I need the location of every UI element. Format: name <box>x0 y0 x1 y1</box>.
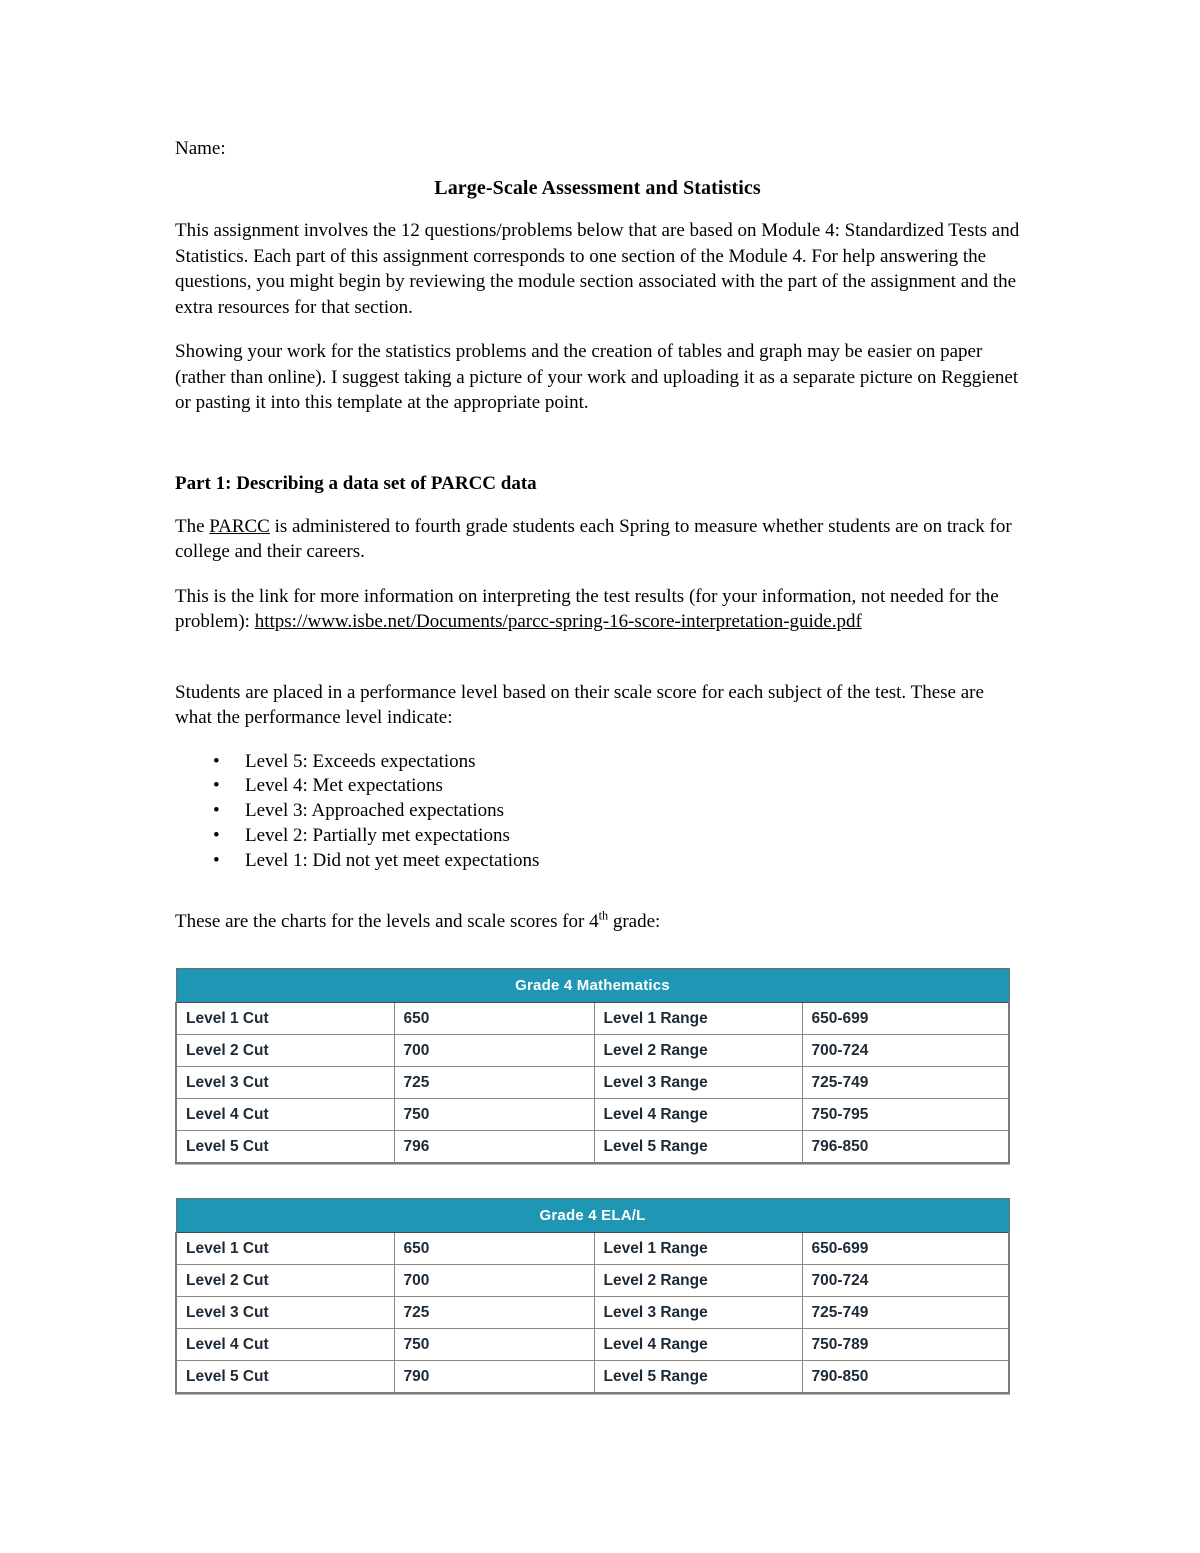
performance-level-paragraph: Students are placed in a performance level based on their scale score for each subject of the test. These are what the performance level indicate: <box>175 681 984 728</box>
range-value-cell: 790-850 <box>802 1360 1009 1393</box>
range-value-cell: 750-789 <box>802 1328 1009 1360</box>
cut-label-cell: Level 2 Cut <box>176 1034 394 1066</box>
charts-intro-prefix: These are the charts for the levels and scale scores for 4 <box>175 911 599 933</box>
cut-label-cell: Level 4 Cut <box>176 1328 394 1360</box>
bullet-icon: • <box>213 849 220 871</box>
range-label-cell: Level 3 Range <box>594 1066 802 1098</box>
cut-label-cell: Level 5 Cut <box>176 1130 394 1163</box>
range-value-cell: 725-749 <box>802 1066 1009 1098</box>
cut-value-cell: 700 <box>394 1264 594 1296</box>
list-item <box>175 849 1020 874</box>
isbe-score-interpretation-guide-link[interactable]: https://www.isbe.net/Documents/parcc-spring-16-score-interpretation-guide.pdf <box>254 611 862 632</box>
section-spacer <box>175 435 1020 471</box>
intro-paragraph-1: This assignment involves the 12 questions/problems below that are based on Module 4: Standardized Tests and Statistics. Each part of this assignment corresponds to one section of the Module 4. For help answering the questions, you might begin by reviewing the module section associated with the part of the assignment and the extra resources for that section. <box>175 220 1020 318</box>
parcc-sentence-suffix: is administered to fourth grade students each Spring to measure whether students are on track for college and their careers. <box>175 515 1012 562</box>
cut-value-cell: 725 <box>394 1296 594 1328</box>
range-value-cell: 650-699 <box>802 1002 1009 1034</box>
range-value-cell: 700-724 <box>802 1034 1009 1066</box>
document-body <box>175 136 1020 1394</box>
table-row <box>176 1130 1009 1163</box>
charts-intro-suffix: grade: <box>608 911 661 933</box>
parcc-description-paragraph <box>175 514 1020 565</box>
range-label-cell: Level 5 Range <box>594 1360 802 1393</box>
ordinal-suffix: th <box>598 909 609 924</box>
page-title: Large-Scale Assessment and Statistics <box>434 177 761 199</box>
range-label-cell: Level 2 Range <box>594 1034 802 1066</box>
range-label-cell: Level 2 Range <box>594 1264 802 1296</box>
part-1-heading: Part 1: Describing a data set of PARCC data <box>175 472 537 494</box>
range-value-cell: 796-850 <box>802 1130 1009 1163</box>
table-title: Grade 4 ELA/L <box>176 1198 1009 1232</box>
list-item <box>175 750 1020 775</box>
grade-4-mathematics-table-wrapper <box>175 968 1010 1164</box>
bullet-icon: • <box>213 750 220 772</box>
list-item <box>175 799 1020 824</box>
list-item-label: Level 2: Partially met expectations <box>245 824 510 846</box>
table-row <box>176 1066 1009 1098</box>
table-row <box>176 1264 1009 1296</box>
cut-label-cell: Level 3 Cut <box>176 1066 394 1098</box>
grade-4-ela-table <box>175 1198 1010 1394</box>
list-item-label: Level 1: Did not yet meet expectations <box>245 849 540 871</box>
cut-value-cell: 725 <box>394 1066 594 1098</box>
list-item-label: Level 5: Exceeds expectations <box>245 750 476 772</box>
range-label-cell: Level 1 Range <box>594 1232 802 1264</box>
cut-label-cell: Level 3 Cut <box>176 1296 394 1328</box>
table-top-spacer <box>175 954 1020 968</box>
range-label-cell: Level 4 Range <box>594 1098 802 1130</box>
cut-label-cell: Level 5 Cut <box>176 1360 394 1393</box>
parcc-sentence-prefix: The <box>175 515 210 537</box>
cut-value-cell: 750 <box>394 1328 594 1360</box>
charts-intro-paragraph <box>175 909 1020 935</box>
cut-value-cell: 650 <box>394 1002 594 1034</box>
link-sentence-prefix: This is the link for more information on interpreting the test results (for your information, not needed for the problem): <box>175 585 999 632</box>
range-value-cell: 700-724 <box>802 1264 1009 1296</box>
table-row <box>176 1328 1009 1360</box>
range-value-cell: 725-749 <box>802 1296 1009 1328</box>
grade-4-ela-table-wrapper <box>175 1198 1010 1394</box>
cut-value-cell: 700 <box>394 1034 594 1066</box>
table-header-row <box>176 968 1009 1002</box>
performance-level-list <box>175 750 1020 874</box>
cut-label-cell: Level 4 Cut <box>176 1098 394 1130</box>
cut-label-cell: Level 2 Cut <box>176 1264 394 1296</box>
link-paragraph <box>175 584 1020 635</box>
name-field-label: Name: <box>175 138 226 159</box>
range-value-cell: 750-795 <box>802 1098 1009 1130</box>
table-gap-spacer <box>175 1164 1020 1198</box>
intro-paragraph-2: Showing your work for the statistics problems and the creation of tables and graph may be easier on paper (rather than online). I suggest taking a picture of your work and uploading it as a separate picture on Reggienet or pasting it into this template at the appropriate point. <box>175 341 1019 413</box>
table-row <box>176 1098 1009 1130</box>
cut-value-cell: 650 <box>394 1232 594 1264</box>
range-label-cell: Level 3 Range <box>594 1296 802 1328</box>
cut-value-cell: 790 <box>394 1360 594 1393</box>
list-item <box>175 824 1020 849</box>
cut-value-cell: 796 <box>394 1130 594 1163</box>
list-item-label: Level 3: Approached expectations <box>245 800 505 822</box>
parcc-term: PARCC <box>209 515 270 537</box>
cut-value-cell: 750 <box>394 1098 594 1130</box>
range-label-cell: Level 5 Range <box>594 1130 802 1163</box>
table-row <box>176 1034 1009 1066</box>
cut-label-cell: Level 1 Cut <box>176 1002 394 1034</box>
range-value-cell: 650-699 <box>802 1232 1009 1264</box>
list-item-label: Level 4: Met expectations <box>245 775 443 797</box>
table-row <box>176 1360 1009 1393</box>
range-label-cell: Level 4 Range <box>594 1328 802 1360</box>
table-row <box>176 1296 1009 1328</box>
paragraph-spacer <box>175 654 1020 680</box>
bullet-icon: • <box>213 800 220 822</box>
list-spacer <box>175 873 1020 909</box>
list-item <box>175 774 1020 799</box>
range-label-cell: Level 1 Range <box>594 1002 802 1034</box>
bullet-icon: • <box>213 824 220 846</box>
cut-label-cell: Level 1 Cut <box>176 1232 394 1264</box>
grade-4-mathematics-table <box>175 968 1010 1164</box>
bullet-icon: • <box>213 775 220 797</box>
table-row <box>176 1232 1009 1264</box>
table-title: Grade 4 Mathematics <box>176 968 1009 1002</box>
table-header-row <box>176 1198 1009 1232</box>
table-row <box>176 1002 1009 1034</box>
